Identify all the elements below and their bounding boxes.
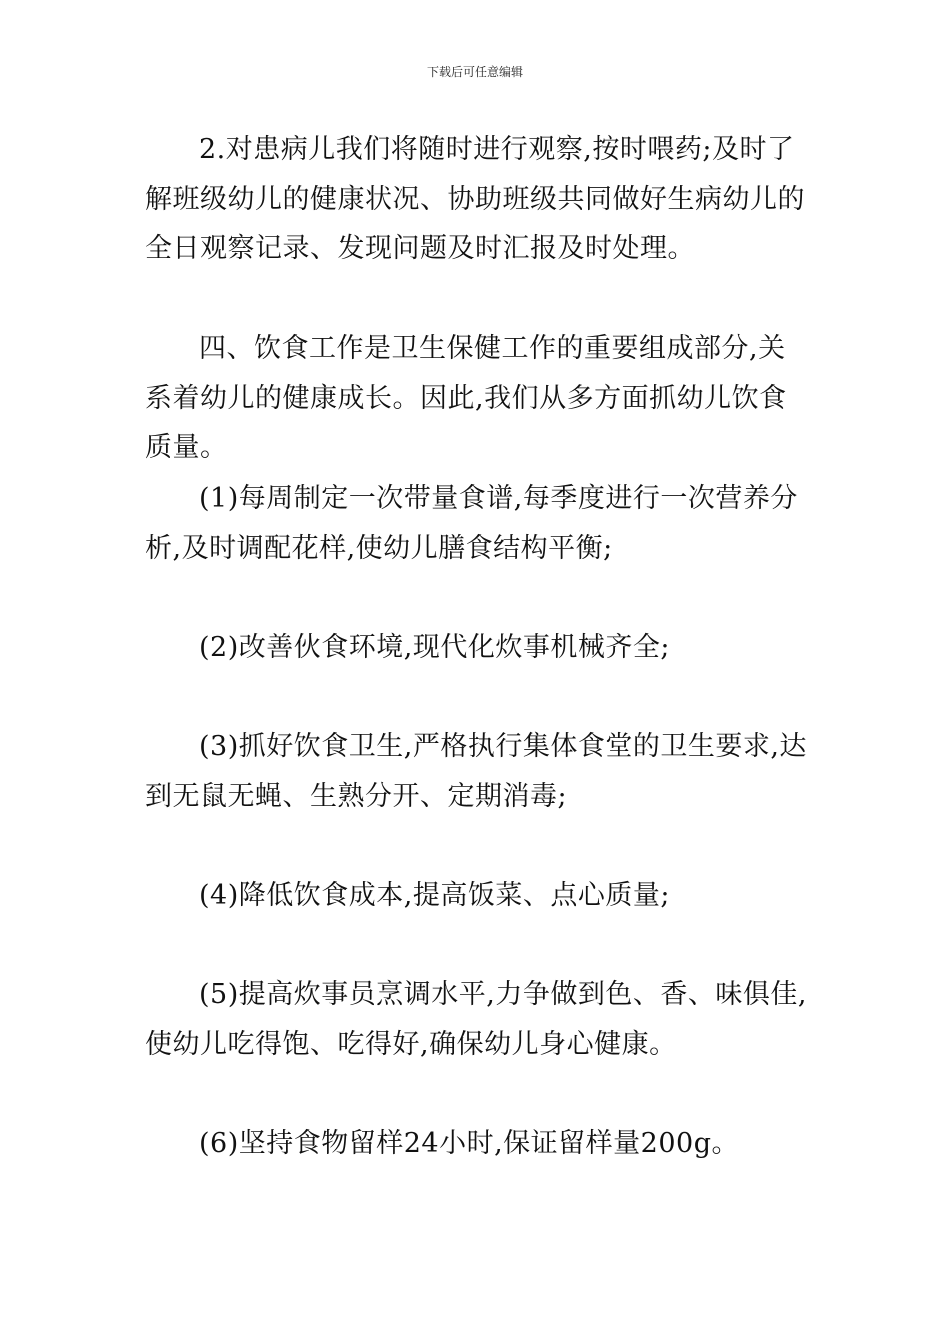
paragraph-item-3: (3)抓好饮食卫生,严格执行集体食堂的卫生要求,达到无鼠无蝇、生熟分开、定期消毒; [145,731,807,812]
paragraph-item-4: (4)降低饮食成本,提高饭菜、点心质量; [199,880,670,911]
paragraph-item-2: (2)改善伙食环境,现代化炊事机械齐全; [199,632,670,663]
paragraph-diet-work: 四、饮食工作是卫生保健工作的重要组成部分,关系着幼儿的健康成长。因此,我们从多方面抓幼儿饮食质量。 [145,333,787,463]
paragraph-item-5: (5)提高炊事员烹调水平,力争做到色、香、味俱佳,使幼儿吃得饱、吃得好,确保幼儿身心健康。 [145,979,807,1060]
paragraph-item-1: (1)每周制定一次带量食谱,每季度进行一次营养分析,及时调配花样,使幼儿膳食结构平衡; [145,483,798,564]
paragraph-sick-children-care: 2.对患病儿我们将随时进行观察,按时喂药;及时了解班级幼儿的健康状况、协助班级共同做好生病幼儿的全日观察记录、发现问题及时汇报及时处理。 [145,134,805,264]
paragraph-item-6: (6)坚持食物留样24小时,保证留样量200g。 [199,1128,740,1159]
page-header: 下载后可任意编辑 [426,65,523,79]
